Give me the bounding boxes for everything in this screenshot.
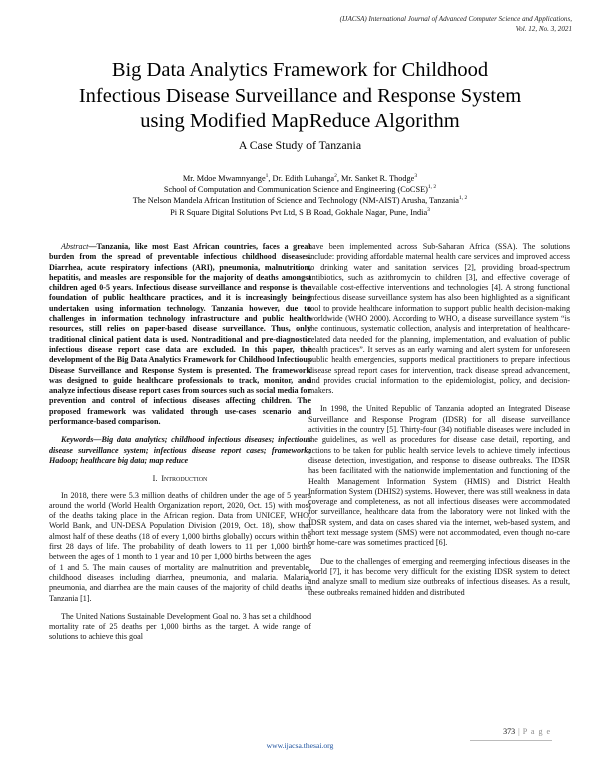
journal-header-line1: (IJACSA) International Journal of Advanced Computer Science and Applications,: [339, 15, 572, 23]
paper-title-line2: Infectious Disease Surveillance and Response System: [78, 84, 522, 107]
paper-title-line1: Big Data Analytics Framework for Childhood: [111, 59, 489, 81]
author-3-sup: 3: [414, 173, 418, 180]
abstract-text: Tanzania, like most East African countries, faces a great burden from the spread of preventable infectious childhood diseases. Diarrhea, acute respiratory infections (ARI), pneumonia, malnutrition, hepatitis, and measles are responsible for the majority of deaths amongst children aged 0-5 years. Infectious disease surveillance and response is the foundation of public healthcare practices, and it is increasingly being undertaken using information technology. Tanzania however, due to challenges in information technology infrastructure and public health resources, still relies on paper-based disease surveillance. Thus, only traditional clinical patient data is used. Nontraditional and pre-diagnostic infectious disease report case data are excluded. In this paper, the development of the Big Data Analytics Framework for Childhood Infectious Disease Surveillance and Response System is presented. The framework was designed to guide healthcare professionals to track, monitor, and analyze infectious disease report cases from sources such as social media for prevention and control of infectious diseases affecting children. The proposed framework was validated through use-cases scenario and performance-based comparison.: [49, 242, 311, 427]
author-2: , Dr. Edith Luhanga: [268, 174, 335, 183]
author-2-sup: 2: [334, 173, 337, 180]
affiliation-3: [0, 207, 600, 218]
page-number-separator: |: [518, 727, 520, 736]
paper-title: [30, 58, 570, 135]
right-column: [308, 242, 570, 598]
paragraph: have been implemented across Sub-Saharan Africa (SSA). The solutions include: providing affordable maternal health care services and improved access to drinking water and sanitation services [2], providing broad-spectrum antibiotics, such as azithromycin to children [3], and effective coverage of available cost-effective interventions and technologies [4]. A strong functional infectious disease surveillance system has also been highlighted as a significant tool to provide healthcare information to support public health decision-making worldwide (WHO 2000). According to WHO, a disease surveillance system “is the continuous, systematic collection, analysis and interpretation of healthcare-related data needed for the planning, implementation, and evaluation of public health practices”. It serves as an early warning and alert system for unforeseen public health emergencies, supports medical practitioners to prepare infectious disease spread report cases for intervention, track disease spread advancement, and provides crucial information to the epidemiologist, policy, and decision-makers.: [308, 242, 570, 396]
journal-header: [212, 14, 572, 34]
affiliation-2: [0, 195, 600, 206]
paragraph: Due to the challenges of emerging and reemerging infectious diseases in the world [7], it has become very difficult for the existing IDSR system to detect and analyze small to medium size outbreaks of infectious diseases. As a result, these outbreaks remained hidden and distributed: [308, 556, 570, 597]
abstract-dash: —: [88, 242, 97, 251]
paragraph: The United Nations Sustainable Development Goal no. 3 has set a childhood mortality rate of 25 deaths per 1,000 births as the target. A wide range of solutions to achieve this goal: [49, 611, 311, 642]
paragraph: In 2018, there were 5.3 million deaths of children under the age of 5 years around the world (World Health Organization report, 2020, Oct. 15) with most of the deaths taking place in the African region. Data from UNICEF, WHO, World Bank, and UN-DESA Population Division (2019, Oct. 18), show that almost half of these deaths (18 of every 1,000 births globally) occurs within the first 28 days of life. The probability of death lowers to 11 per 1,000 births between the ages of 1 month to 1 year and 10 per 1,000 births between the ages of 1 and 5. The main causes of mortality are malnutrition and preventable, childhood diseases including diarrhea, pneumonia, and malaria. Malaria, pneumonia, and diarrhea are the main causes of the majority of child deaths in Tanzania [1].: [49, 490, 311, 603]
author-1-sup: 1: [265, 173, 269, 180]
author-1: Mr. Mdoe Mwamnyange: [182, 174, 266, 183]
paper-subtitle: A Case Study of Tanzania: [238, 138, 362, 152]
section-title: Introduction: [161, 474, 208, 484]
author-3: , Mr. Sanket R. Thodge: [336, 174, 415, 183]
affiliation-1: [0, 184, 600, 195]
keywords: Keywords—Big data analytics; childhood infectious diseases; infectious disease surveillance system; infectious disease report cases; framework; Hadoop; healthcare big data; map reduce: [49, 435, 311, 465]
footer-url-link[interactable]: www.ijacsa.thesai.org: [266, 741, 334, 750]
affiliation-2-text: The Nelson Mandela African Institution of Science and Technology (NM-AIST) Arusha, Tanzania: [132, 196, 459, 206]
left-column: [49, 242, 311, 643]
author-names: [0, 173, 600, 184]
page-number-value: 373: [503, 727, 516, 736]
affiliation-3-sup: 3: [427, 206, 430, 213]
paper-title-line3: using Modified MapReduce Algorithm: [140, 110, 460, 132]
abstract: [49, 242, 311, 427]
affiliation-1-sup: 1, 2: [427, 184, 437, 191]
section-number: I.: [152, 474, 158, 484]
paragraph: In 1998, the United Republic of Tanzania adopted an Integrated Disease Surveillance and Response Program (IDSR) for all disease surveillance activities in the country [5]. Thirty-four (34) notifiable diseases were included in the guidelines, as well as procedures for disease case detail, reporting, and actions to be taken for public health service levels to achieve timely infectious disease detection, investigation, and response to disease outbreaks. The IDSR has been facilitated with the nationwide implementation and functioning of the Health Management Information System (HMIS) and District Health Information System (DHIS2) systems. However, there was still weakness in data coverage and completeness, as not all infectious diseases were accommodated for surveillance, healthcare data from the laboratory were not linked with the IDSR system, and data on cases shared via the internet, web-based system, and short text message system (SMS) were not accommodated, even though no-care or home-care was sometimes practiced [6].: [308, 404, 570, 548]
affiliation-3-text: Pi R Square Digital Solutions Pvt Ltd, S B Road, Gokhale Nagar, Pune, India: [170, 207, 428, 217]
journal-header-line2: Vol. 12, No. 3, 2021: [515, 25, 572, 33]
section-heading-introduction: [49, 474, 311, 484]
affiliation-2-sup: 1, 2: [458, 195, 468, 202]
author-block: [0, 173, 600, 218]
affiliation-1-text: School of Computation and Communication Science and Engineering (CoCSE): [163, 185, 428, 195]
abstract-lead: Abstract: [61, 242, 89, 251]
page-number: [503, 727, 551, 736]
page-label: P a g e: [522, 727, 551, 736]
